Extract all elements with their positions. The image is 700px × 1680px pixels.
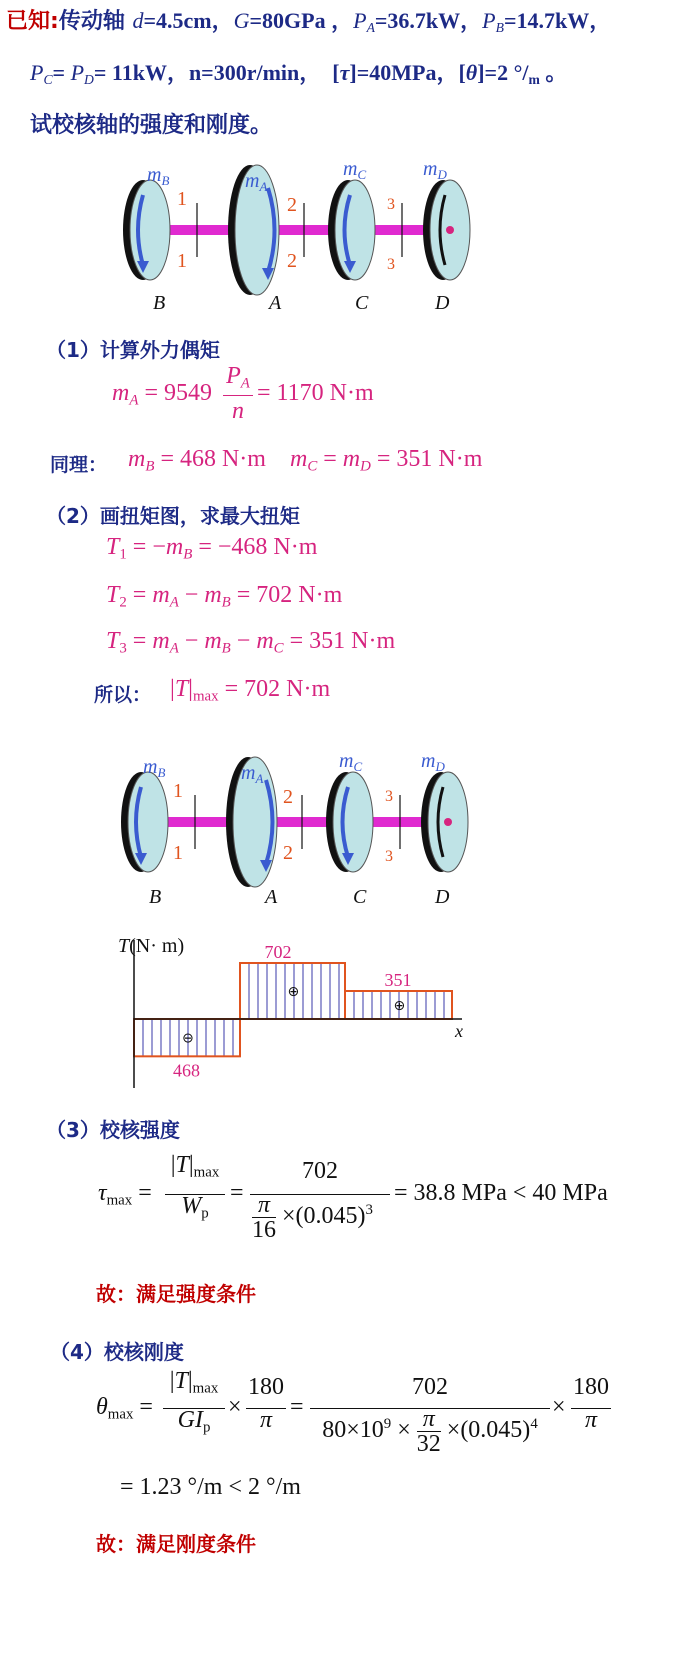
sign-marker: ⊖: [182, 1030, 194, 1047]
section-1-top: 1: [177, 188, 187, 210]
point-A: A: [269, 292, 282, 314]
same-formula: $m_B = 468$ N·m $m_C = m_D = 351$ N·m: [128, 446, 483, 475]
eq-sign-1: =: [230, 1180, 244, 1206]
section-2-bottom: 2: [283, 842, 293, 864]
label-mA: $m_A$: [245, 170, 268, 194]
point-C: C: [355, 292, 369, 314]
point-D: D: [435, 886, 450, 908]
step4-conclusion: 故：满足刚度条件: [96, 1532, 256, 1556]
value-label: 351: [384, 970, 412, 990]
point-C: C: [353, 886, 367, 908]
task-text: 试校核轴的强度和刚度。: [30, 113, 273, 138]
section-3-bottom: 3: [385, 848, 393, 865]
shaft-diagram-1: [105, 155, 505, 315]
times-2: ×: [552, 1394, 566, 1420]
step2-title: （2）画扭矩图，求最大扭矩: [46, 504, 300, 528]
theta-max-lhs: $\theta_{max}$ =: [96, 1394, 153, 1423]
step4-result: = 1.23 °/m < 2 °/m: [120, 1474, 301, 1500]
shaft-diagram-2: [103, 745, 503, 910]
shaft-labels: [143, 750, 450, 908]
torque-diagram: [100, 920, 500, 1100]
torque-marks: [134, 942, 452, 1080]
so-label: 所以：: [94, 684, 152, 706]
given-line1: 已知:传动轴 d=4.5cm，G=80GPa ，$P_A=36.7kW$，$P_B=14.7kW$，: [6, 8, 612, 36]
value-label: 468: [173, 1060, 200, 1081]
step3-conclusion: 故：满足强度条件: [96, 1282, 256, 1306]
frac-180-pi-2: 180 π: [573, 1374, 609, 1433]
disk-B: [123, 180, 170, 280]
value-label: 702: [264, 942, 292, 962]
step1-formula: $m_A = 9549$: [112, 380, 212, 409]
section-1-bottom: 1: [177, 250, 187, 272]
step1-result: = 1170 N·m: [257, 380, 374, 406]
label-mC: $m_C$: [343, 158, 367, 182]
shaft-labels: [147, 158, 450, 314]
label-mD: $m_D$: [421, 750, 445, 774]
label-mB: $m_B$: [143, 756, 166, 780]
y-axis-label: T(N· m): [118, 935, 185, 957]
disk-D: [421, 772, 468, 872]
point-B: B: [149, 886, 162, 908]
disk-C: [328, 180, 375, 280]
section-3-bottom: 3: [387, 256, 395, 273]
t3-formula: $T_3 = m_A - m_B - m_C = 351$ N·m: [106, 628, 396, 657]
label-mA: $m_A$: [241, 762, 264, 786]
same-label: 同理：: [50, 454, 108, 476]
label-mC: $m_C$: [339, 750, 363, 774]
label-mD: $m_D$: [423, 158, 447, 182]
section-3-top: 3: [385, 788, 393, 805]
frac-702-wp: 702 $\frac{\pi}{16}$ $\times(0.045)^3$: [250, 1158, 390, 1242]
frac-T-GIp: $|T|_{max}$ $GI_p$: [163, 1368, 225, 1437]
t2-formula: $T_2 = m_A - m_B = 702$ N·m: [106, 582, 343, 611]
given-label: 已知:: [6, 9, 59, 34]
disk-C: [326, 772, 373, 872]
frac-PA-n: $P_A$ n: [223, 363, 253, 425]
section-1-top: 1: [173, 780, 183, 802]
disk-B: [121, 772, 168, 872]
sign-marker: ⊕: [287, 984, 300, 1000]
given-line2: $P_C= P_D= 11kW$，n=300r/min， [τ]=40MPa，[θ]=2 $^\circ/_m$ 。: [30, 60, 568, 88]
step3-result: = 38.8 MPa < 40 MPa: [394, 1180, 608, 1206]
x-axis-label: x: [455, 1021, 463, 1041]
section-2-bottom: 2: [287, 250, 297, 272]
tau-max-lhs: $\tau_{max}$ =: [98, 1180, 152, 1209]
section-2-top: 2: [283, 786, 293, 808]
sign-marker: ⊕: [393, 998, 406, 1014]
point-D: D: [435, 292, 450, 314]
section-3-top: 3: [387, 196, 395, 213]
step3-title: （3）校核强度: [46, 1118, 180, 1142]
shaft-bar: [148, 817, 448, 827]
shaft-bar: [150, 225, 450, 235]
label-mB: $m_B$: [147, 164, 170, 188]
t1-formula: $T_1 = -m_B = -468$ N·m: [106, 534, 318, 563]
section-2-top: 2: [287, 194, 297, 216]
section-1-bottom: 1: [173, 842, 183, 864]
point-A: A: [265, 886, 278, 908]
frac-T-Wp: $|T|_{max}$ $W_p$: [165, 1152, 225, 1223]
point-B: B: [153, 292, 166, 314]
tmax-formula: $|T|_{max} = 702$ N·m: [170, 676, 331, 705]
times-1: ×: [228, 1394, 242, 1420]
disk-D: [423, 180, 470, 280]
eq-sign-2: =: [290, 1394, 304, 1420]
step4-title: （4）校核刚度: [50, 1340, 184, 1364]
frac-180-pi-1: 180 π: [248, 1374, 284, 1433]
frac-702-gip: 702 $80\times 10^9 \times \frac{\pi}{32}$ $\times(0.045)^4$: [310, 1374, 550, 1456]
step1-title: （1）计算外力偶矩: [46, 338, 220, 362]
